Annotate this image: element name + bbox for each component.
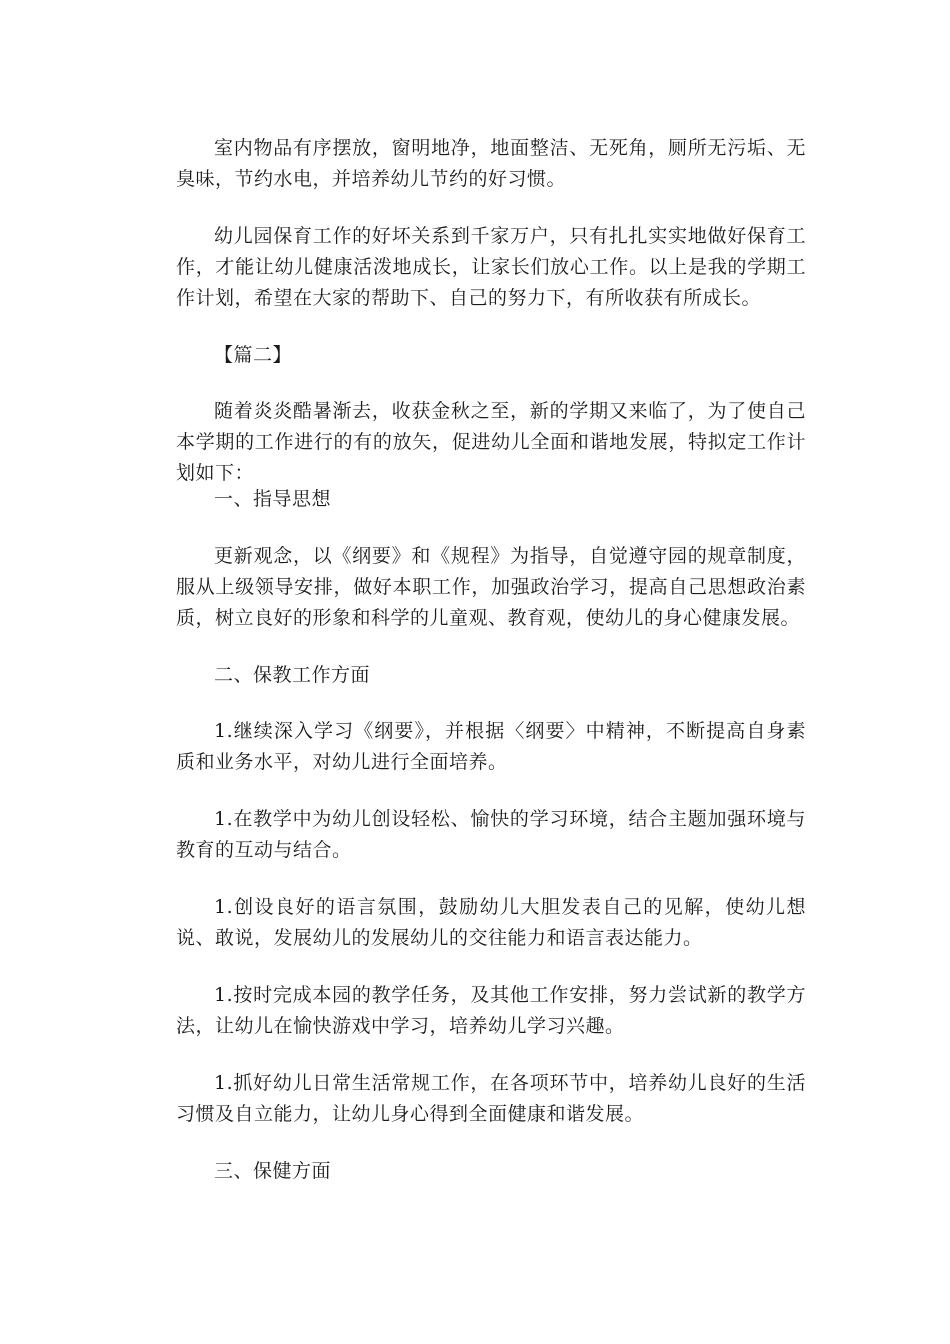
paragraph-classroom-hygiene: 室内物品有序摆放，窗明地净，地面整洁、无死角，厕所无污垢、无臭味，节约水电，并培养幼儿节约的好习惯。 [176,137,806,190]
heading-teaching-work: 二、保教工作方面 [214,664,371,686]
paragraph-conclusion: 幼儿园保育工作的好坏关系到千家万户，只有扎扎实实地做好保育工作，才能让幼儿健康活泼地成长，让家长们放心工作。以上是我的学期工作计划，希望在大家的帮助下、自己的努力下，有所收获有所成长。 [176,225,806,309]
paragraph-introduction: 随着炎炎酷暑渐去，收获金秋之至，新的学期又来临了，为了使自己本学期的工作进行的有的放矢，促进幼儿全面和谐地发展，特拟定工作计划如下： [176,400,806,484]
section-heading-part-two: 【篇二】 [214,344,293,366]
paragraph-guiding-ideology: 更新观念，以《纲要》和《规程》为指导，自觉遵守园的规章制度，服从上级领导安排，做好本职工作，加强政治学习，提高自己思想政治素质，树立良好的形象和科学的儿童观、教育观，使幼儿的身心健康发展。 [176,545,806,629]
list-item-daily-routine: 1.抓好幼儿日常生活常规工作，在各项环节中，培养幼儿良好的生活习惯及自立能力，让幼儿身心得到全面健康和谐发展。 [176,1072,806,1125]
list-item-teaching-tasks: 1.按时完成本园的教学任务，及其他工作安排，努力尝试新的教学方法，让幼儿在愉快游戏中学习，培养幼儿学习兴趣。 [176,984,806,1037]
list-item-study-outline: 1.继续深入学习《纲要》，并根据〈纲要〉中精神，不断提高自身素质和业务水平，对幼儿进行全面培养。 [176,720,806,773]
heading-health-care: 三、保健方面 [214,1160,332,1182]
list-item-learning-environment: 1.在教学中为幼儿创设轻松、愉快的学习环境，结合主题加强环境与教育的互动与结合。 [176,808,806,861]
heading-guiding-ideology: 一、指导思想 [214,488,332,510]
list-item-language-atmosphere: 1.创设良好的语言氛围，鼓励幼儿大胆发表自己的见解，使幼儿想说、敢说，发展幼儿的发展幼儿的交往能力和语言表达能力。 [176,896,806,949]
